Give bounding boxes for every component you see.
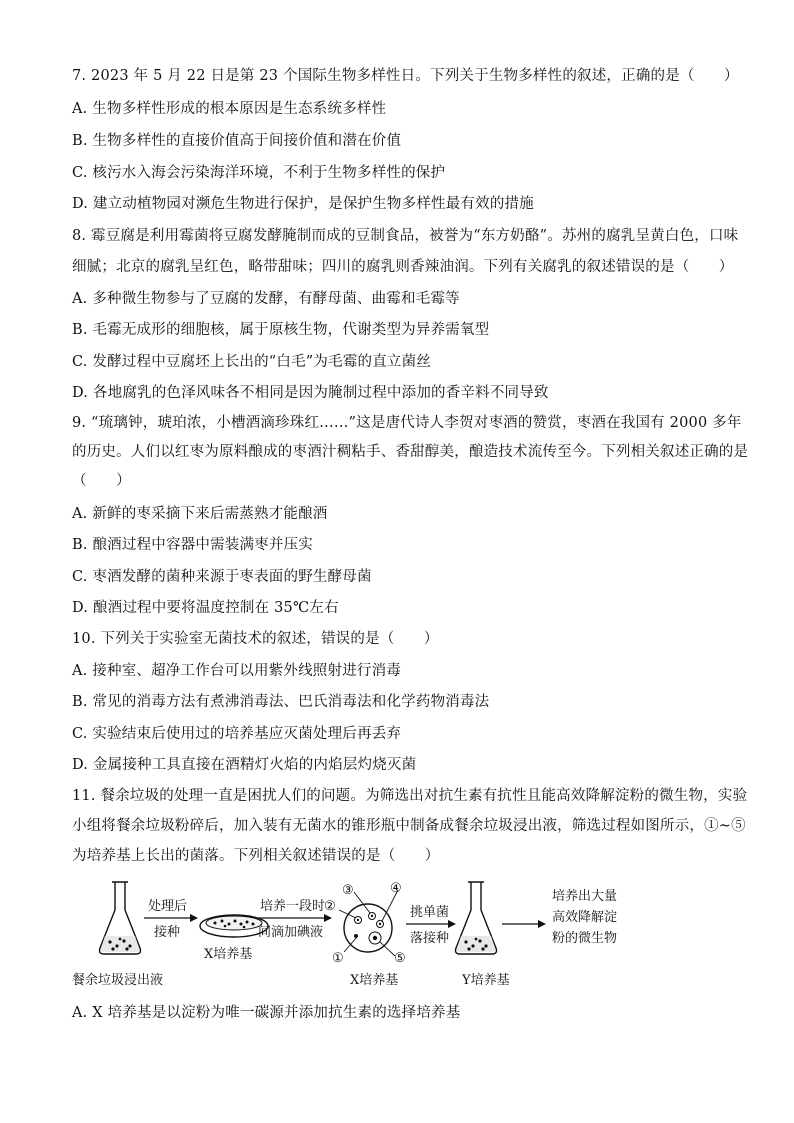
- colony-5-label: ⑤: [394, 951, 406, 966]
- question-8-option-d: D. 各地腐乳的色泽风味各不相同是因为腌制过程中添加的香辛料不同导致: [72, 385, 549, 401]
- arrow-1-bottom-label: 接种: [154, 925, 181, 940]
- question-8-option-a: A. 多种微生物参与了豆腐的发酵，有酵母菌、曲霉和毛霉等: [72, 291, 460, 307]
- question-9-option-a: A. 新鲜的枣采摘下来后需蒸熟才能酿酒: [72, 506, 328, 522]
- question-9-stem-line-1: 9. “琉璃钟，琥珀浓，小槽酒滴珍珠红……”这是唐代诗人李贺对枣酒的赞赏，枣酒在我国有 2000 多年: [72, 415, 742, 431]
- arrow-3: [406, 920, 456, 928]
- question-8-stem-line-1: 8. 霉豆腐是利用霉菌将豆腐发酵腌制而成的豆制食品，被誉为“东方奶酪”。苏州的腐乳呈黄白色，口味: [72, 228, 739, 244]
- arrow-1-top-label: 处理后: [148, 899, 188, 914]
- question-8-stem-line-2: 细腻；北京的腐乳呈红色，略带甜味；四川的腐乳则香辣油润。下列有关腐乳的叙述错误的是（ ）: [72, 259, 734, 275]
- question-7-option-b: B. 生物多样性的直接价值高于间接价值和潜在价值: [72, 133, 402, 149]
- arrow-2: [258, 914, 332, 922]
- question-7-option-c: C. 核污水入海会污染海洋环境，不利于生物多样性的保护: [72, 165, 446, 181]
- flask-2-label: Y培养基: [462, 973, 510, 988]
- colony-2-label: ②: [324, 899, 336, 914]
- arrow-3-bottom-label: 落接种: [410, 931, 450, 946]
- arrow-2-bottom-label: 间滴加碘液: [258, 925, 324, 940]
- question-8-option-b: B. 毛霉无成形的细胞核，属于原核生物，代谢类型为异养需氧型: [72, 322, 490, 338]
- colony-1-label: ①: [332, 951, 344, 966]
- dish-1-label: X培养基: [204, 947, 253, 962]
- question-10-option-b: B. 常见的消毒方法有煮沸消毒法、巴氏消毒法和化学药物消毒法: [72, 694, 490, 710]
- question-9-stem-line-3: （ ）: [72, 473, 131, 489]
- arrow-2-top-label: 培养一段时: [260, 899, 326, 914]
- arrow-4: [502, 920, 546, 928]
- question-7-stem: 7. 2023 年 5 月 22 日是第 23 个国际生物多样性日。下列关于生物多样性的叙述，正确的是（ ）: [72, 68, 739, 84]
- question-11-stem-line-2: 小组将餐余垃圾粉碎后，加入装有无菌水的锥形瓶中制备成餐余垃圾浸出液，筛选过程如图所示，①~⑤: [72, 818, 746, 834]
- question-10-option-c: C. 实验结束后使用过的培养基应灭菌处理后再丢弃: [72, 726, 402, 742]
- arrow-3-top-label: 挑单菌: [410, 905, 450, 920]
- question-8-option-c: C. 发酵过程中豆腐坯上长出的“白毛”为毛霉的直立菌丝: [72, 354, 432, 370]
- question-11-stem-line-3: 为培养基上长出的菌落。下列相关叙述错误的是（ ）: [72, 848, 440, 864]
- question-11-stem-line-1: 11. 餐余垃圾的处理一直是困扰人们的问题。为筛选出对抗生素有抗性且能高效降解淀粉的微生物，实验: [72, 788, 748, 804]
- petri-dish-2-icon: [339, 890, 398, 956]
- conical-flask-1-icon: [100, 882, 141, 954]
- question-7-option-a: A. 生物多样性形成的根本原因是生态系统多样性: [72, 101, 387, 117]
- result-line-3: 粉的微生物: [552, 931, 618, 946]
- question-10-option-d: D. 金属接种工具直接在酒精灯火焰的内焰层灼烧灭菌: [72, 757, 417, 773]
- question-7-option-d: D. 建立动植物园对濒危生物进行保护，是保护生物多样性最有效的措施: [72, 196, 534, 212]
- screening-process-diagram: [72, 876, 672, 994]
- arrow-1: [144, 914, 198, 922]
- dish-2-label: X培养基: [350, 973, 399, 988]
- colony-3-label: ③: [342, 883, 354, 898]
- question-9-stem-line-2: 的历史。人们以红枣为原料酿成的枣酒汁稠粘手、香甜醇美，酿造技术流传至今。下列相关叙述正确的是: [72, 444, 749, 460]
- question-9-option-c: C. 枣酒发酵的菌种来源于枣表面的野生酵母菌: [72, 569, 372, 585]
- question-11-option-a: A. X 培养基是以淀粉为唯一碳源并添加抗生素的选择培养基: [72, 1005, 461, 1021]
- question-10-option-a: A. 接种室、超净工作台可以用紫外线照射进行消毒: [72, 663, 401, 679]
- flask-1-label: 餐余垃圾浸出液: [72, 973, 164, 988]
- conical-flask-2-icon: [456, 882, 497, 954]
- question-9-option-d: D. 酿酒过程中要将温度控制在 35℃左右: [72, 600, 339, 616]
- question-9-option-b: B. 酿酒过程中容器中需装满枣并压实: [72, 537, 313, 553]
- colony-4-label: ④: [390, 881, 402, 896]
- result-line-2: 高效降解淀: [552, 910, 618, 925]
- question-10-stem: 10. 下列关于实验室无菌技术的叙述，错误的是（ ）: [72, 631, 439, 647]
- result-line-1: 培养出大量: [552, 889, 618, 904]
